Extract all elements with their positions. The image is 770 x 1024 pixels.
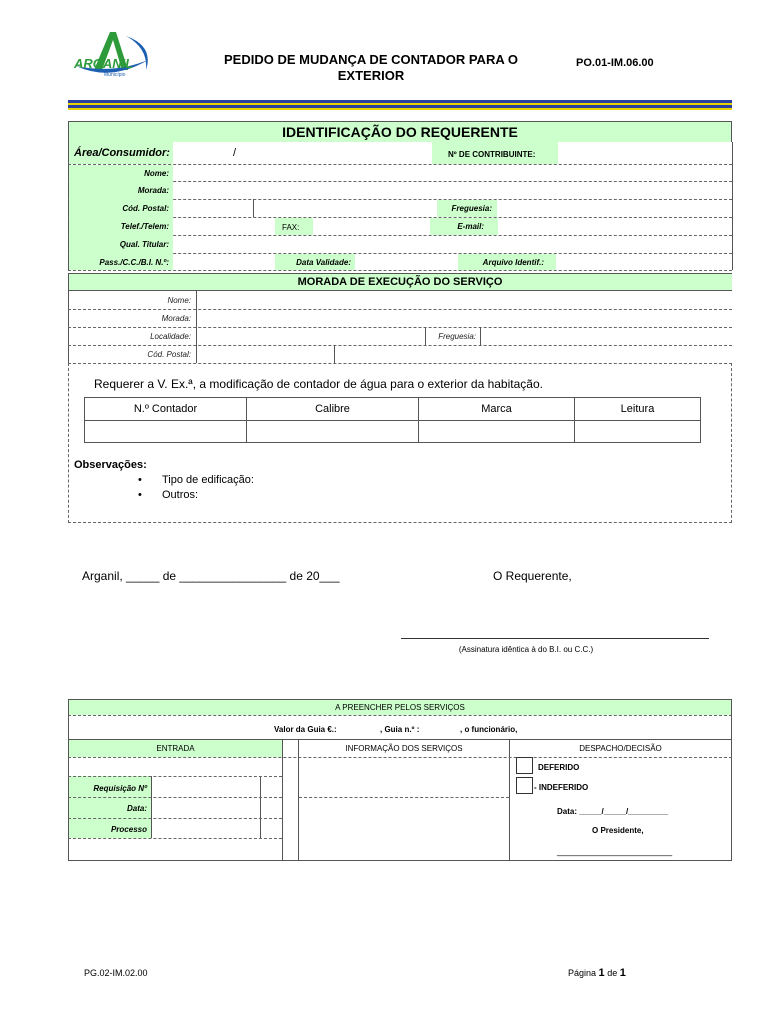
footer-code: PG.02-IM.02.00 bbox=[84, 968, 148, 978]
signature-line[interactable] bbox=[401, 638, 709, 639]
col-contador-header: N.º Contador bbox=[85, 398, 247, 420]
execucao-cod-postal-field[interactable] bbox=[199, 347, 333, 362]
row-line bbox=[68, 776, 282, 777]
cod-postal-localidade-field[interactable] bbox=[256, 201, 436, 216]
requerente-section-title: IDENTIFICAÇÃO DO REQUERENTE bbox=[68, 121, 732, 142]
telef-label: Telef./Telem: bbox=[120, 222, 169, 231]
row-line bbox=[68, 797, 282, 798]
local-data-line: Arganil, _____ de ________________ de 20___ bbox=[82, 569, 340, 583]
leitura-input[interactable] bbox=[575, 421, 700, 443]
cell-divider bbox=[480, 327, 481, 345]
execucao-nome-label: Nome: bbox=[167, 296, 191, 305]
row-line bbox=[68, 818, 282, 819]
data-validade-label: Data Validade: bbox=[296, 258, 351, 267]
info-header: INFORMAÇÃO DOS SERVIÇOS bbox=[345, 744, 463, 753]
arquivo-label: Arquivo Identif.: bbox=[482, 258, 544, 267]
document-code: PO.01-IM.06.00 bbox=[576, 57, 654, 69]
contribuinte-label: Nº DE CONTRIBUINTE: bbox=[448, 150, 536, 159]
despacho-header: DESPACHO/DECISÃO bbox=[579, 744, 662, 753]
execucao-morada-field[interactable] bbox=[199, 311, 730, 326]
execucao-freguesia-field[interactable] bbox=[483, 329, 730, 344]
email-field[interactable] bbox=[500, 219, 730, 234]
entrada-data-label: Data: bbox=[126, 804, 147, 813]
processo-label: Processo bbox=[110, 825, 147, 834]
marca-input[interactable] bbox=[419, 421, 575, 443]
morada-label: Morada: bbox=[137, 186, 169, 195]
execucao-localidade-field[interactable] bbox=[199, 329, 423, 344]
guia-n-label: , Guia n.º : bbox=[380, 725, 420, 734]
pedido-text: Requerer a V. Ex.ª, a modificação de contador de água para o exterior da habitação. bbox=[94, 377, 543, 391]
row-line bbox=[68, 838, 282, 839]
fax-label: FAX: bbox=[282, 223, 300, 232]
execucao-section-title: MORADA DE EXECUÇÃO DO SERVIÇO bbox=[68, 273, 732, 291]
col-leitura-header: Leitura bbox=[620, 403, 655, 415]
arquivo-field[interactable] bbox=[560, 255, 730, 270]
requisicao-label: Requisição Nº bbox=[93, 784, 147, 793]
logo-subtext: Município bbox=[104, 72, 126, 78]
col-calibre-header: Calibre bbox=[247, 398, 419, 420]
logo-text: ARGANIL bbox=[74, 56, 134, 71]
telef-field[interactable] bbox=[176, 219, 272, 234]
observacoes-label: Observações: bbox=[74, 459, 147, 471]
area-separator: / bbox=[233, 147, 237, 159]
requisicao-field[interactable] bbox=[154, 780, 258, 795]
morada-field[interactable] bbox=[176, 183, 730, 198]
requerente-signature-label: O Requerente, bbox=[493, 569, 572, 583]
cell-divider bbox=[253, 199, 254, 217]
bullet-icon: • bbox=[138, 474, 142, 486]
qual-titular-field[interactable] bbox=[176, 237, 730, 252]
qual-titular-label: Qual. Titular: bbox=[119, 240, 169, 249]
presidente-label: O Presidente, bbox=[592, 826, 644, 835]
contador-input[interactable] bbox=[85, 421, 247, 443]
cod-postal-field[interactable] bbox=[176, 201, 252, 216]
email-label: E-mail: bbox=[457, 222, 484, 231]
contador-table bbox=[84, 397, 701, 443]
signature-note: (Assinatura idêntica à do B.I. ou C.C.) bbox=[458, 645, 594, 654]
row-line bbox=[299, 797, 509, 798]
page-number: Página 1 de 1 bbox=[568, 967, 626, 979]
entrada-header: ENTRADA bbox=[69, 740, 282, 757]
funcionario-label: , o funcionário, bbox=[460, 725, 518, 734]
entrada-data-field[interactable] bbox=[154, 800, 258, 815]
execucao-localidade-label: Localidade: bbox=[150, 332, 191, 341]
header-stripe bbox=[68, 100, 732, 110]
area-consumidor-field[interactable] bbox=[180, 143, 425, 161]
despacho-data-line: Data: _____/_____/_________ bbox=[557, 807, 669, 816]
presidente-signature-line[interactable]: _______________________ bbox=[557, 846, 673, 856]
nome-label: Nome: bbox=[144, 169, 169, 178]
pass-field[interactable] bbox=[176, 255, 272, 270]
execucao-cod-postal-label: Cód. Postal: bbox=[147, 350, 191, 359]
indeferido-label: - INDEFERIDO bbox=[534, 783, 589, 792]
execucao-nome-field[interactable] bbox=[199, 293, 730, 308]
requerente-right-border bbox=[732, 142, 733, 270]
processo-field[interactable] bbox=[154, 821, 258, 836]
cod-postal-label: Cód. Postal: bbox=[122, 204, 169, 213]
deferido-checkbox[interactable] bbox=[516, 757, 533, 774]
logo bbox=[66, 26, 156, 86]
page-title: PEDIDO DE MUDANÇA DE CONTADOR PARA O EXTERIOR bbox=[224, 52, 518, 83]
freguesia-label: Freguesia: bbox=[451, 204, 492, 213]
cell-divider bbox=[334, 345, 335, 363]
indeferido-checkbox[interactable] bbox=[516, 777, 533, 794]
execucao-freguesia-label: Freguesia: bbox=[438, 332, 476, 341]
deferido-label: DEFERIDO bbox=[538, 763, 580, 772]
execucao-morada-label: Morada: bbox=[161, 314, 191, 323]
data-validade-field[interactable] bbox=[358, 255, 458, 270]
calibre-input[interactable] bbox=[247, 421, 419, 443]
cell-divider bbox=[151, 776, 152, 838]
servicos-title: A PREENCHER PELOS SERVIÇOS bbox=[68, 699, 732, 715]
bullet-icon: • bbox=[138, 489, 142, 501]
pass-label: Pass./C.C./B.I. N.º: bbox=[99, 258, 169, 267]
contribuinte-field[interactable] bbox=[560, 143, 732, 161]
nome-field[interactable] bbox=[176, 166, 730, 181]
freguesia-field[interactable] bbox=[500, 201, 730, 216]
cell-divider bbox=[260, 776, 261, 838]
row-line bbox=[68, 757, 732, 758]
col-marca-header: Marca bbox=[419, 398, 575, 420]
fax-field[interactable] bbox=[316, 219, 426, 234]
valor-guia-label: Valor da Guia €.: bbox=[274, 725, 337, 734]
area-consumidor-label: Área/Consumidor: bbox=[74, 147, 170, 159]
